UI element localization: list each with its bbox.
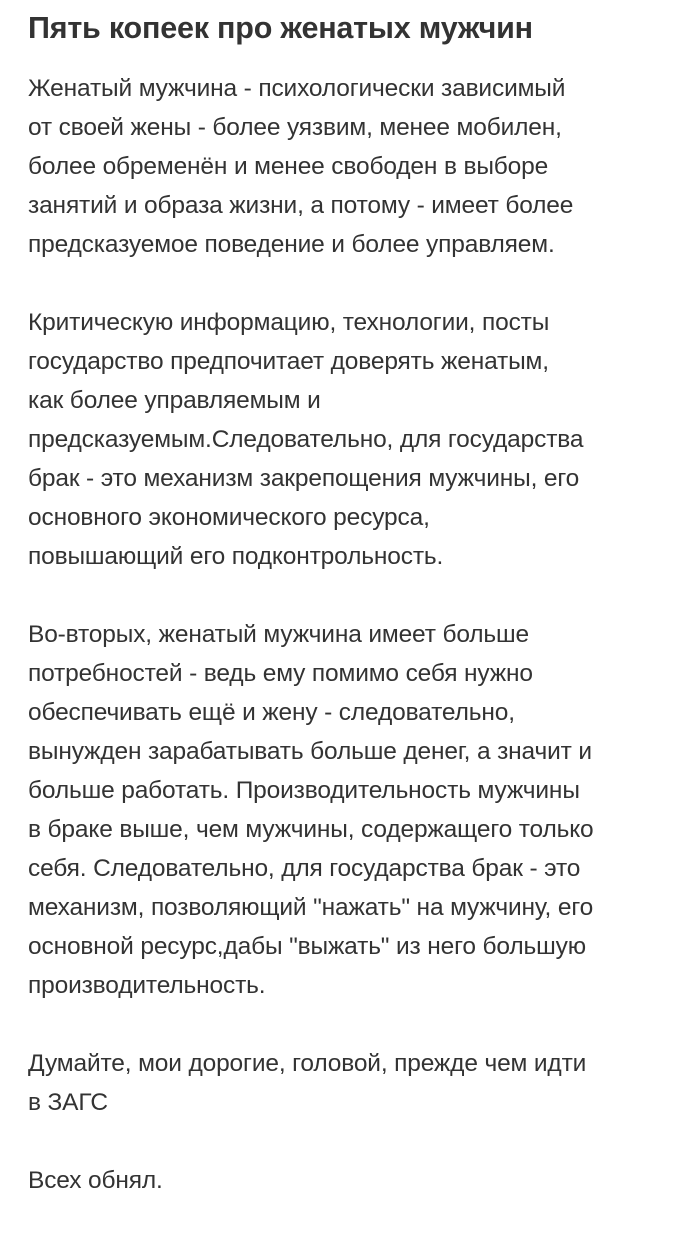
post-title: Пять копеек про женатых мужчин bbox=[28, 11, 533, 45]
text-line: основного экономического ресурса, bbox=[28, 504, 430, 531]
text-line: предсказуемым.Следовательно, для государства bbox=[28, 426, 584, 453]
post-paragraph bbox=[28, 1044, 688, 1122]
post-paragraph bbox=[28, 1161, 688, 1200]
text-line: вынужден зарабатывать больше денег, а значит и bbox=[28, 738, 592, 765]
text-line: Во-вторых, женатый мужчина имеет больше bbox=[28, 621, 530, 648]
text-line: от своей жены - более уязвим, менее мобилен, bbox=[28, 114, 562, 141]
text-line: производительность. bbox=[28, 972, 266, 999]
text-line: Критическую информацию, технологии, посты bbox=[28, 309, 550, 336]
text-line: предсказуемое поведение и более управляем. bbox=[28, 231, 555, 258]
post-paragraph bbox=[28, 615, 688, 1005]
text-line: Всех обнял. bbox=[28, 1167, 163, 1194]
post bbox=[28, 0, 688, 1239]
text-line: в ЗАГС bbox=[28, 1089, 108, 1116]
post-body bbox=[28, 69, 688, 1200]
text-line: механизм, позволяющий "нажать" на мужчину, его bbox=[28, 894, 594, 921]
text-line: брак - это механизм закрепощения мужчины, его bbox=[28, 465, 580, 492]
text-line: больше работать. Производительность мужчины bbox=[28, 777, 580, 804]
text-line: повышающий его подконтрольность. bbox=[28, 543, 444, 570]
text-line: занятий и образа жизни, а потому - имеет более bbox=[28, 192, 574, 219]
text-line: Женатый мужчина - психологически зависимый bbox=[28, 75, 566, 102]
text-line: основной ресурс,дабы "выжать" из него большую bbox=[28, 933, 586, 960]
text-line: более обременён и менее свободен в выборе bbox=[28, 153, 549, 180]
text-line: как более управляемым и bbox=[28, 387, 321, 414]
text-line: обеспечивать ещё и жену - следовательно, bbox=[28, 699, 515, 726]
post-paragraph bbox=[28, 303, 688, 576]
text-line: государство предпочитает доверять женатым, bbox=[28, 348, 549, 375]
post-paragraph bbox=[28, 69, 688, 264]
text-line: Думайте, мои дорогие, головой, прежде чем идти bbox=[28, 1050, 587, 1077]
text-line: в браке выше, чем мужчины, содержащего только bbox=[28, 816, 594, 843]
text-line: себя. Следовательно, для государства брак - это bbox=[28, 855, 581, 882]
text-line: потребностей - ведь ему помимо себя нужно bbox=[28, 660, 533, 687]
